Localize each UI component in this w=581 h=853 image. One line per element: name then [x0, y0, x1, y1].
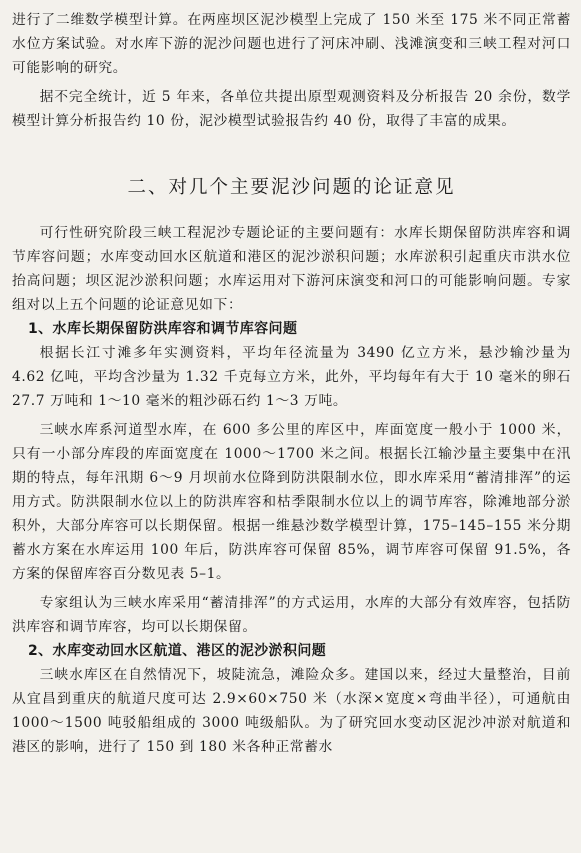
- paragraph-navigation: 三峡水库区在自然情况下，坡陡流急，滩险众多。建国以来，经过大量整治，目前从宜昌到重庆的航道尺度可达 2.9×60×750 米（水深×宽度×弯曲半径），可通航由 1000～1500 吨驳船组成的 3000 吨级船队。为了研究回水变动区泥沙冲淤对航道和港区的影响，进行了 150 到 180 米各种正常蓄水: [12, 667, 571, 755]
- paragraph-main-issues: 可行性研究阶段三峡工程泥沙专题论证的主要问题有：水库长期保留防洪库容和调节库容问题；水库变动回水区航道和港区的泥沙淤积问题；水库淤积引起重庆市洪水位抬高问题；坝区泥沙淤积问题；水库运用对下游河床演变和河口的可能影响问题。专家组对以上五个问题的论证意见如下：: [12, 225, 571, 313]
- paragraph-model-calculation: 进行了二维数学模型计算。在两座坝区泥沙模型上完成了 150 米至 175 米不同正常蓄水位方案试验。对水库下游的泥沙问题也进行了河床冲刷、浅滩演变和三峡工程对河口可能影响的研究。: [12, 12, 571, 76]
- subheading-navigation-siltation: 2、水库变动回水区航道、港区的泥沙淤积问题: [28, 643, 327, 659]
- paragraph-reservoir-operation: 三峡水库系河道型水库，在 600 多公里的库区中，库面宽度一般小于 1000 米，只有一小部分库段的库面宽度在 1000～1700 米之间。根据长江输沙量主要集中在汛期的特点，每年汛期 6～9 月坝前水位降到防洪限制水位，即水库采用“蓄清排浑”的运用方式。防洪限制水位以上的防洪库容和枯季限制水位以上的调节库容，除滩地部分淤积外，大部分库容可以长期保留。根据一维悬沙数学模型计算，175–145–155 米分期蓄水方案在水库运用 100 年后，防洪库容可保留 85%，调节库容可保留 91.5%，各方案的保留库容百分数见表 5–1。: [12, 422, 571, 582]
- paragraph-expert-opinion: 专家组认为三峡水库采用“蓄清排浑”的方式运用，水库的大部分有效库容，包括防洪库容和调节库容，均可以长期保留。: [12, 595, 571, 635]
- section-heading: 二、对几个主要泥沙问题的论证意见: [127, 177, 456, 198]
- subheading-reservoir-capacity: 1、水库长期保留防洪库容和调节库容问题: [28, 321, 298, 337]
- paragraph-statistics: 据不完全统计，近 5 年来，各单位共提出原型观测资料及分析报告 20 余份，数学模型计算分析报告约 10 份，泥沙模型试验报告约 40 份，取得了丰富的成果。: [12, 89, 571, 129]
- paragraph-runoff-data: 根据长江寸滩多年实测资料，平均年径流量为 3490 亿立方米，悬沙输沙量为 4.62 亿吨，平均含沙量为 1.32 千克每立方米，此外，平均每年有大于 10 毫米的卵石 27.7 万吨和 1～10 毫米的粗沙砾石约 1～3 万吨。: [12, 345, 571, 409]
